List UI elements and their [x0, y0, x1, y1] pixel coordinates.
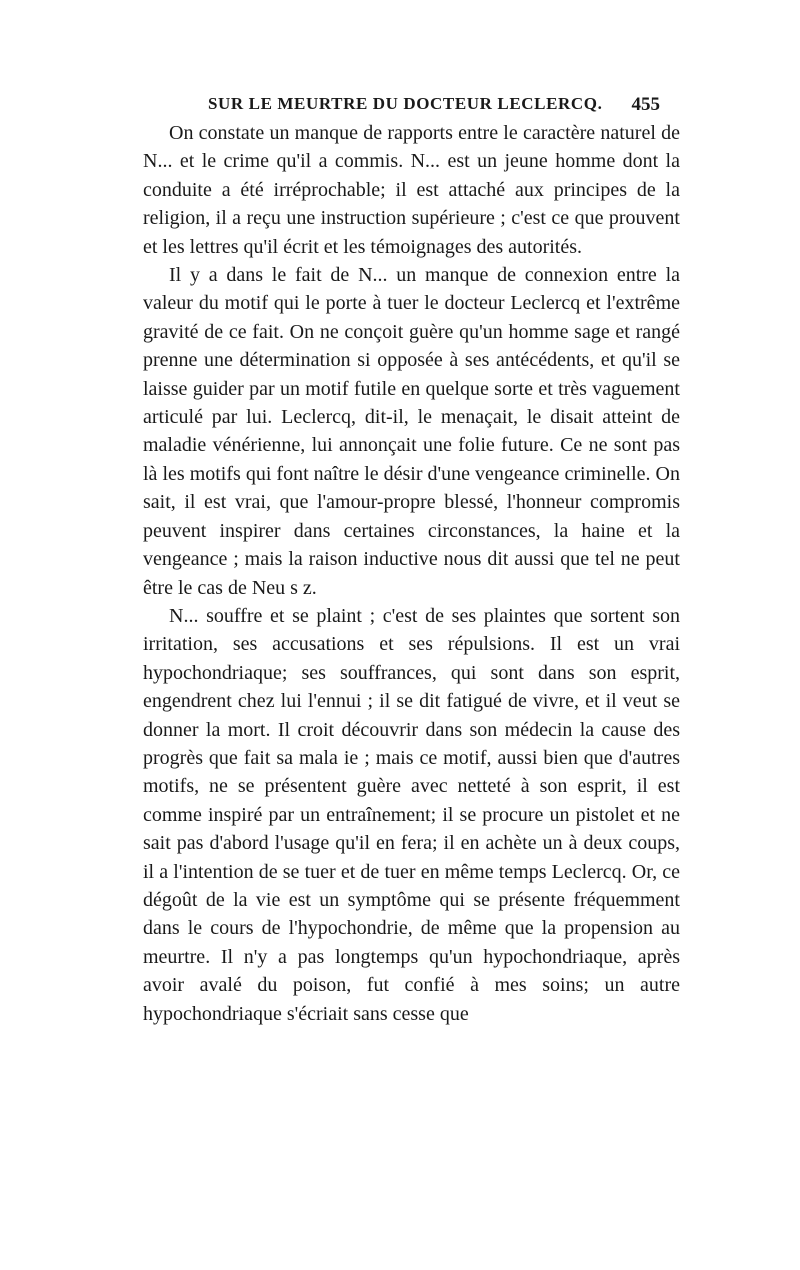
- paragraph-3: N... souffre et se plaint ; c'est de ses plaintes que sortent son irritation, ses accusations et ses répulsions. Il est un vrai hypochondriaque; ses souffrances, qui sont dans son esprit, engendrent chez lui l'ennui ; il se dit fatigué de vivre, et il veut se donner la mort. Il croit découvrir dans son médecin la cause des progrès que fait sa mala ie ; mais ce motif, aussi bien que d'autres motifs, ne se présentent guère avec netteté à son esprit, il est comme inspiré par un entraînement; il se procure un pistolet et ne sait pas d'abord l'usage qu'il en fera; il en achète un à deux coups, il a l'intention de se tuer et de tuer en même temps Leclercq. Or, ce dégoût de la vie est un symptôme qui se présente fréquemment dans le cours de l'hypochondrie, de même que la propension au meurtre. Il n'y a pas longtemps qu'un hypochondriaque, après avoir avalé du poison, fut confié à mes soins; un autre hypochondriaque s'écriait sans cesse que: [143, 604, 680, 1025]
- running-title: SUR LE MEURTRE DU DOCTEUR LECLERCQ.: [208, 94, 603, 113]
- body-text: [143, 119, 680, 1028]
- paragraph-2: Il y a dans le fait de N... un manque de connexion entre la valeur du motif qui le porte à tuer le docteur Leclercq et l'extrême gravité de ce fait. On ne conçoit guère qu'un homme sage et rangé prenne une détermination si opposée à ses antécédents, et qu'il se laisse guider par un motif futile en quelque sorte et très vaguement articulé par lui. Leclercq, dit-il, le menaçait, le disait atteint de maladie vénérienne, lui annonçait une folie future. Ce ne sont pas là les motifs qui font naître le désir d'une vengeance criminelle. On sait, il est vrai, que l'amour-propre blessé, l'honneur compromis peuvent inspirer dans certaines circonstances, la haine et la vengeance ; mais la raison inductive nous dit aussi que tel ne peut être le cas de Neu s z.: [143, 264, 680, 599]
- page-number: 455: [631, 94, 660, 115]
- running-head: [140, 94, 660, 120]
- paragraph-1: On constate un manque de rapports entre le caractère naturel de N... et le crime qu'il a commis. N... est un jeune homme dont la conduite a été irréprochable; il est attaché aux principes de la religion, il a reçu une instruction supérieure ; c'est ce que prouvent et les lettres qu'il écrit et les témoignages des autorités.: [143, 122, 680, 258]
